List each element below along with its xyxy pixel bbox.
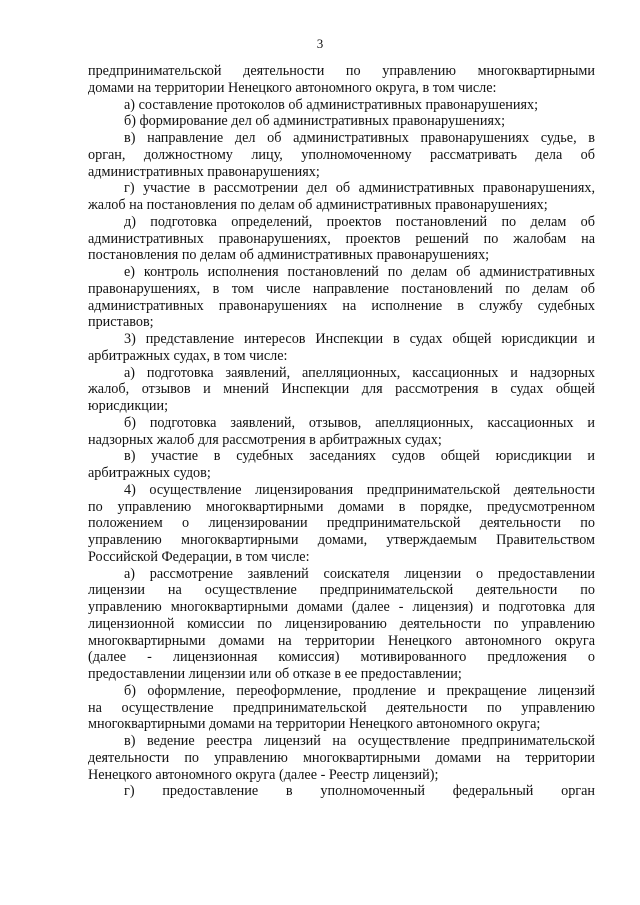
paragraph — [88, 180, 595, 214]
text-line: жалоб на постановления по делам об административных правонарушениях; — [88, 197, 548, 213]
text-line: управлению многоквартирными домами (далее - лицензия) и подготовка для — [88, 599, 595, 615]
text-line: лицензии на осуществление предпринимательской деятельности по — [88, 582, 595, 599]
paragraph — [88, 63, 595, 97]
text-line: в) участие в судебных заседаниях судов общей юрисдикции и — [124, 448, 595, 465]
paragraph — [88, 448, 595, 482]
text-line: постановления по делам об административных правонарушениях; — [88, 247, 490, 264]
text-line: жалоб, отзывов и мнений Инспекции для рассмотрения в судах общей — [88, 381, 595, 398]
text-line: на осуществление предпринимательской деятельности по управлению — [88, 699, 595, 716]
text-line: лицензионной комиссии по лицензированию деятельности по управлению — [88, 615, 595, 632]
text-line: г) предоставление в уполномоченный федеральный орган — [124, 783, 595, 800]
text-line: в) ведение реестра лицензий на осуществление предпринимательской — [124, 733, 595, 749]
text-line: а) составление протоколов об административных правонарушениях; — [124, 96, 539, 113]
text-line: д) подготовка определений, проектов постановлений по делам об — [124, 213, 595, 230]
page-number: 3 — [316, 36, 324, 51]
text-line: б) формирование дел об административных правонарушениях; — [124, 113, 506, 130]
text-line: а) рассмотрение заявлений соискателя лицензии о предоставлении — [124, 565, 595, 582]
paragraph — [88, 365, 595, 415]
text-line: е) контроль исполнения постановлений по делам об административных — [124, 264, 595, 280]
text-line: 4) осуществление лицензирования предпринимательской деятельности — [124, 481, 595, 498]
text-line: многоквартирными домами на территории Ненецкого автономного округа; — [88, 716, 541, 733]
text-line: многоквартирными домами на территории Ненецкого автономного округа — [88, 632, 595, 649]
text-line: арбитражных судов; — [88, 465, 211, 481]
text-line: приставов; — [88, 314, 154, 331]
text-line: административных правонарушениях, проектов решений по жалобам на — [88, 230, 595, 247]
paragraph — [88, 97, 595, 114]
document-body — [88, 63, 595, 800]
text-line: арбитражных судах, в том числе: — [88, 347, 288, 364]
text-line: орган, должностному лицу, уполномоченному рассматривать дела об — [88, 146, 595, 163]
paragraph — [88, 415, 595, 449]
text-line: административных правонарушениях на исполнение в службу судебных — [88, 297, 595, 314]
paragraph — [88, 214, 595, 264]
text-line: юрисдикции; — [88, 398, 169, 414]
paragraph — [88, 264, 595, 331]
text-line: деятельности по управлению многоквартирными домами на территории — [88, 749, 595, 766]
text-line: управлению многоквартирными домами, утверждаемым Правительством — [88, 532, 595, 548]
paragraph — [88, 733, 595, 783]
text-line: б) подготовка заявлений, отзывов, апелляционных, кассационных и — [124, 414, 595, 431]
text-line: надзорных жалоб для рассмотрения в арбитражных судах; — [88, 431, 442, 448]
text-line: по управлению многоквартирными домами в порядке, предусмотренном — [88, 498, 595, 515]
paragraph — [88, 331, 595, 365]
text-line: предоставлении лицензии или об отказе в ее предоставлении; — [88, 666, 462, 682]
text-line: (далее - лицензионная комиссия) мотивированного предложения о — [88, 649, 595, 666]
text-line: 3) представление интересов Инспекции в судах общей юрисдикции и — [124, 331, 595, 347]
text-line: а) подготовка заявлений, апелляционных, кассационных и надзорных — [124, 364, 595, 381]
text-line: Ненецкого автономного округа (далее - Реестр лицензий); — [88, 766, 439, 783]
text-line: б) оформление, переоформление, продление и прекращение лицензий — [124, 682, 595, 699]
text-line: предпринимательской деятельности по управлению многоквартирными — [88, 63, 595, 79]
text-line: Российской Федерации, в том числе: — [88, 548, 310, 565]
text-line: в) направление дел об административных правонарушениях судье, в — [124, 130, 595, 146]
paragraph — [88, 683, 595, 733]
paragraph — [88, 113, 595, 130]
paragraph — [88, 566, 595, 683]
paragraph — [88, 482, 595, 566]
paragraph — [88, 783, 595, 800]
text-line: административных правонарушениях; — [88, 163, 320, 180]
text-line: г) участие в рассмотрении дел об административных правонарушениях, — [124, 180, 595, 197]
paragraph — [88, 130, 595, 180]
text-line: домами на территории Ненецкого автономного округа, в том числе: — [88, 79, 497, 96]
text-line: положением о лицензировании предпринимательской деятельности по — [88, 515, 595, 532]
text-line: правонарушениях, в том числе направление постановлений по делам об — [88, 280, 595, 297]
